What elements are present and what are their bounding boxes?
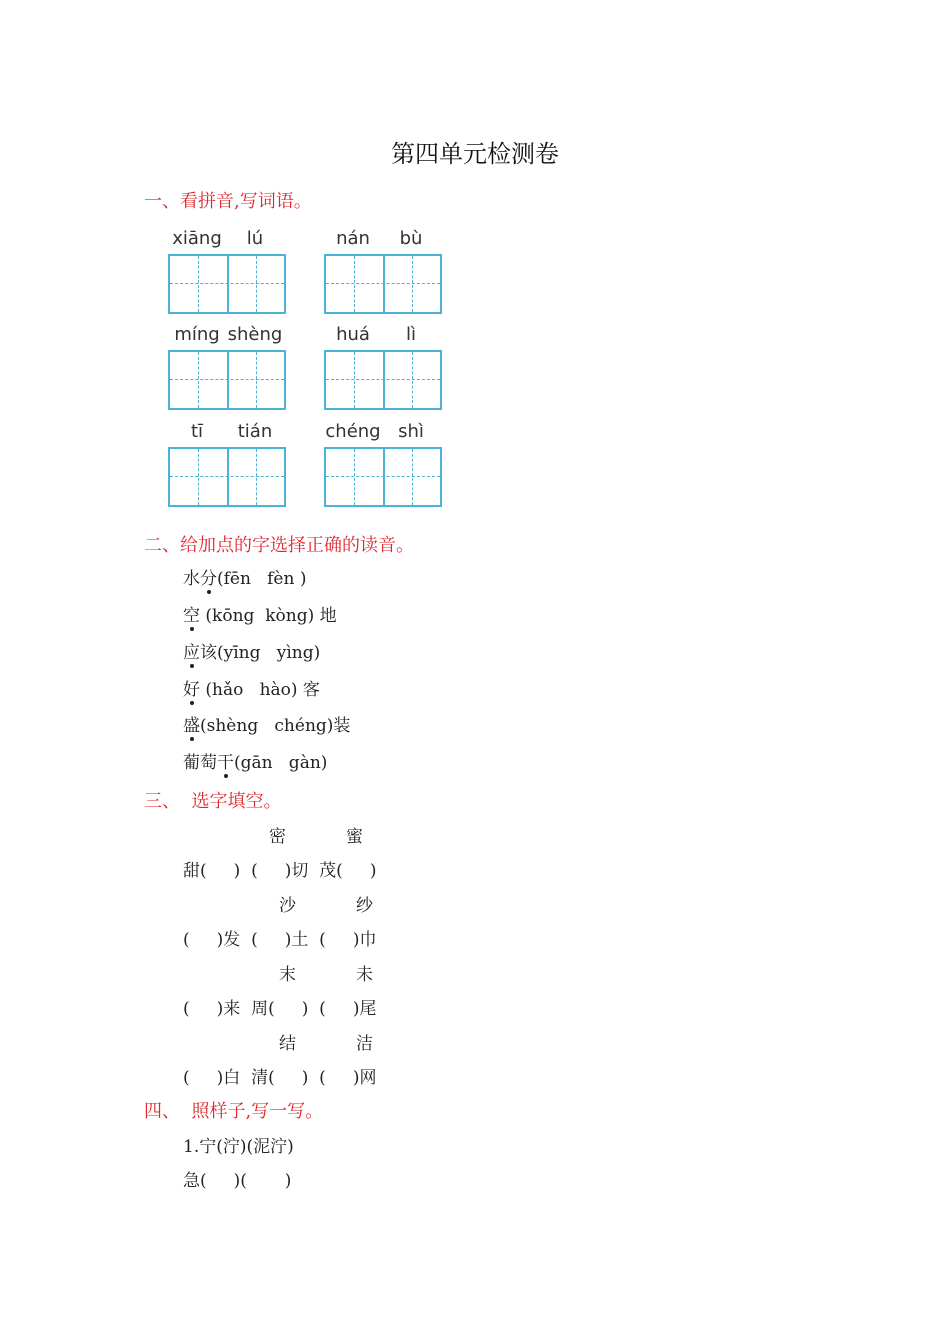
reading-item: 水分(fēn fèn ) xyxy=(183,564,306,589)
pinyin-right: shèng xyxy=(227,324,283,345)
dotted-char: 空 xyxy=(183,601,200,626)
dotted-char: 分 xyxy=(200,564,217,589)
section-1-heading: 一、看拼音,写词语。 xyxy=(144,191,312,212)
pinyin-label xyxy=(168,228,284,252)
candidate-char: 未 xyxy=(356,965,373,985)
candidate-char: 蜜 xyxy=(346,827,363,847)
pinyin-left: nán xyxy=(336,228,370,249)
candidate-char: 末 xyxy=(279,965,296,985)
writing-cells[interactable] xyxy=(168,447,286,507)
pinyin-left: chéng xyxy=(325,421,381,442)
fill-line: ( )来 周( ) ( )尾 xyxy=(183,999,377,1019)
writing-cells[interactable] xyxy=(324,447,442,507)
writing-cells[interactable] xyxy=(168,254,286,314)
reading-item: 应该(yīng yìng) xyxy=(183,638,320,663)
dotted-char: 好 xyxy=(183,675,200,700)
pinyin-left: xiāng xyxy=(172,228,222,249)
pinyin-label xyxy=(324,324,440,348)
dotted-char: 盛 xyxy=(183,711,200,736)
section-3-heading: 三、 选字填空。 xyxy=(144,791,282,812)
pinyin-left: míng xyxy=(174,324,220,345)
pinyin-left: tī xyxy=(190,421,204,442)
candidate-char: 纱 xyxy=(356,896,373,916)
pinyin-label xyxy=(168,421,284,445)
section-2-heading: 二、给加点的字选择正确的读音。 xyxy=(144,535,414,556)
pinyin-label xyxy=(324,228,440,252)
pinyin-right: lú xyxy=(246,228,264,249)
reading-item: 好 (hǎo hào) 客 xyxy=(183,675,320,700)
example-line: 急( )( ) xyxy=(183,1171,292,1191)
writing-cells[interactable] xyxy=(324,254,442,314)
pinyin-label xyxy=(168,324,284,348)
pinyin-label xyxy=(324,421,440,445)
reading-item: 盛(shèng chéng)装 xyxy=(183,711,350,736)
dotted-char: 应 xyxy=(183,638,200,663)
reading-item: 空 (kōng kòng) 地 xyxy=(183,601,337,626)
page-title: 第四单元检测卷 xyxy=(391,140,559,168)
example-line: 1.宁(泞)(泥泞) xyxy=(183,1137,294,1157)
fill-line: 甜( ) ( )切 茂( ) xyxy=(183,861,377,881)
candidate-char: 洁 xyxy=(356,1034,373,1054)
pinyin-right: bù xyxy=(399,228,423,249)
writing-cells[interactable] xyxy=(168,350,286,410)
fill-line: ( )白 清( ) ( )网 xyxy=(183,1068,377,1088)
candidate-char: 沙 xyxy=(279,896,296,916)
candidate-char: 密 xyxy=(269,827,286,847)
dotted-char: 干 xyxy=(217,748,234,773)
writing-cells[interactable] xyxy=(324,350,442,410)
pinyin-right: tián xyxy=(237,421,273,442)
pinyin-left: huá xyxy=(336,324,370,345)
candidate-char: 结 xyxy=(279,1034,296,1054)
pinyin-right: shì xyxy=(398,421,424,442)
fill-line: ( )发 ( )土 ( )巾 xyxy=(183,930,377,950)
section-4-heading: 四、 照样子,写一写。 xyxy=(144,1101,324,1122)
pinyin-right: lì xyxy=(405,324,416,345)
reading-item: 葡萄干(gān gàn) xyxy=(183,748,327,773)
